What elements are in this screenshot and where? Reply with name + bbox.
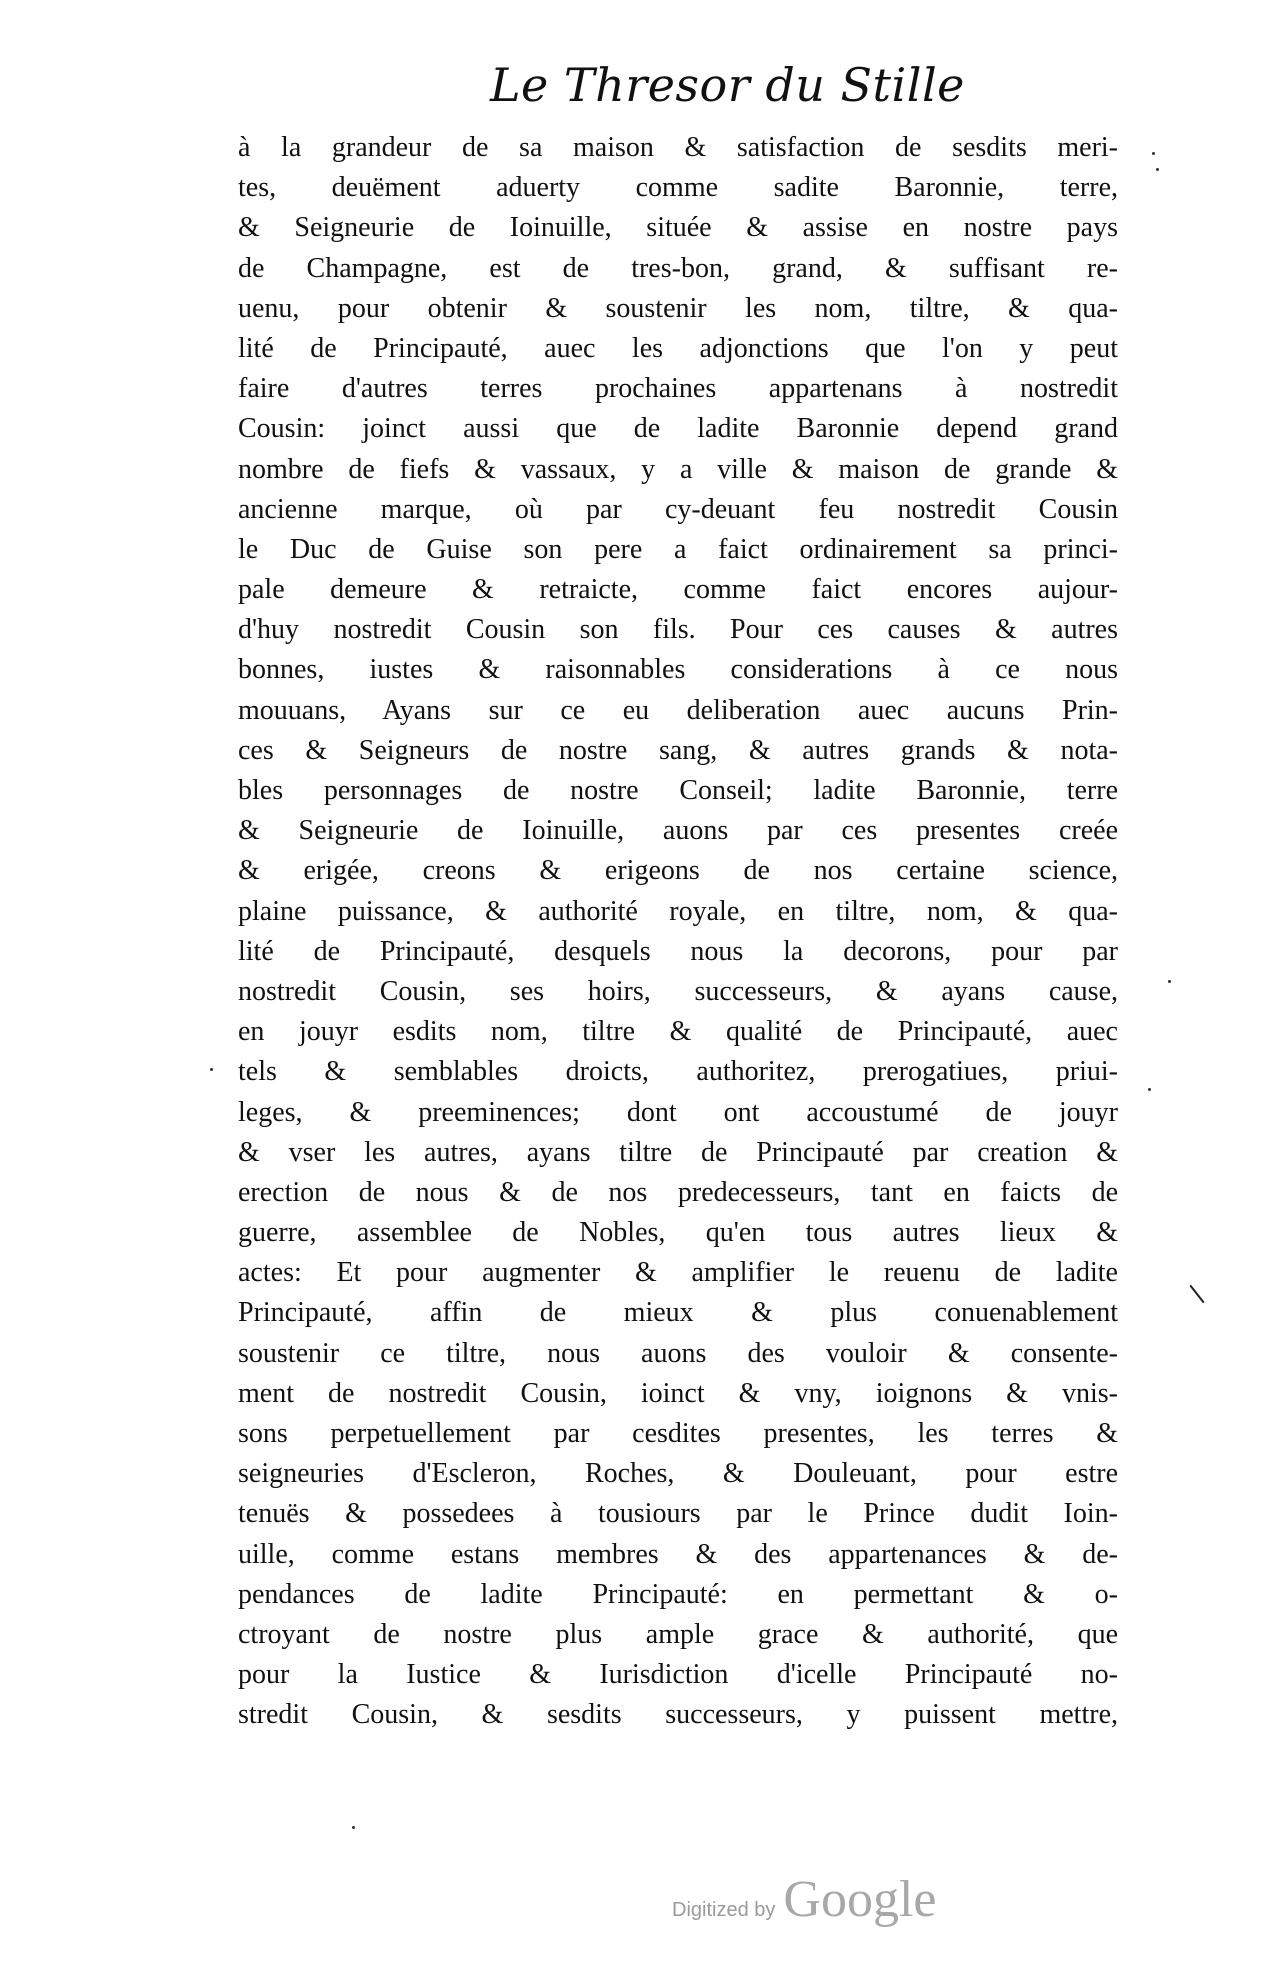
ink-speck bbox=[1156, 168, 1159, 171]
text-line: le Duc de Guise son pere a faict ordinairement sa princi- bbox=[238, 533, 1118, 565]
text-line: lité de Principauté, desquels nous la decorons, pour par bbox=[238, 935, 1118, 967]
text-line: bonnes, iustes & raisonnables considerations à ce nous bbox=[238, 654, 1118, 686]
text-line: & vser les autres, ayans tiltre de Principauté par creation & bbox=[238, 1136, 1118, 1168]
text-line: de Champagne, est de tres-bon, grand, & suffisant re- bbox=[238, 252, 1118, 284]
text-line: mouuans, Ayans sur ce eu deliberation auec aucuns Prin- bbox=[238, 694, 1118, 726]
text-line: nombre de fiefs & vassaux, y a ville & maison de grande & bbox=[238, 453, 1118, 485]
ink-speck bbox=[352, 1826, 355, 1829]
text-line: Principauté, affin de mieux & plus conuenablement bbox=[238, 1297, 1118, 1329]
running-head: Le Thresor du Stille bbox=[490, 58, 965, 112]
ink-speck bbox=[1148, 1088, 1151, 1091]
text-line: à la grandeur de sa maison & satisfaction de sesdits meri- bbox=[238, 132, 1118, 163]
text-line: ancienne marque, où par cy-deuant feu nostredit Cousin bbox=[238, 493, 1118, 525]
text-line: tels & semblables droicts, authoritez, prerogatiues, priui- bbox=[238, 1056, 1118, 1088]
text-line: pendances de ladite Principauté: en permettant & o- bbox=[238, 1578, 1118, 1610]
text-line: ment de nostredit Cousin, ioinct & vny, ioignons & vnis- bbox=[238, 1377, 1118, 1409]
google-logo: Google bbox=[783, 1871, 937, 1928]
text-line: tes, deuëment aduerty comme sadite Baronnie, terre, bbox=[238, 172, 1118, 204]
text-line: plaine puissance, & authorité royale, en tiltre, nom, & qua- bbox=[238, 895, 1118, 927]
text-line: bles personnages de nostre Conseil; ladite Baronnie, terre bbox=[238, 775, 1118, 806]
text-line: sons perpetuellement par cesdites presentes, les terres & bbox=[238, 1418, 1118, 1449]
text-line: & erigée, creons & erigeons de nos certaine science, bbox=[238, 855, 1118, 887]
text-line: actes: Et pour augmenter & amplifier le reuenu de ladite bbox=[238, 1257, 1118, 1289]
text-line: pale demeure & retraicte, comme faict encores aujour- bbox=[238, 574, 1118, 606]
text-line: ces & Seigneurs de nostre sang, & autres grands & nota- bbox=[238, 734, 1118, 766]
text-line: d'huy nostredit Cousin son fils. Pour ces causes & autres bbox=[238, 614, 1118, 646]
text-line: Cousin: joinct aussi que de ladite Baronnie depend grand bbox=[238, 413, 1118, 445]
ink-speck bbox=[1168, 980, 1171, 983]
ink-speck bbox=[210, 1068, 213, 1071]
text-line: lité de Principauté, auec les adjonctions que l'on y peut bbox=[238, 332, 1118, 364]
text-line: stredit Cousin, & sesdits successeurs, y puissent mettre, bbox=[238, 1699, 1118, 1731]
text-line: uenu, pour obtenir & soustenir les nom, tiltre, & qua- bbox=[238, 292, 1118, 324]
text-line: & Seigneurie de Ioinuille, située & assise en nostre pays bbox=[238, 212, 1118, 244]
text-line: leges, & preeminences; dont ont accoustumé de jouyr bbox=[238, 1096, 1118, 1128]
text-line: nostredit Cousin, ses hoirs, successeurs, & ayans cause, bbox=[238, 975, 1118, 1007]
text-line: ctroyant de nostre plus ample grace & authorité, que bbox=[238, 1618, 1118, 1650]
text-line: guerre, assemblee de Nobles, qu'en tous autres lieux & bbox=[238, 1217, 1118, 1249]
digitized-watermark bbox=[672, 1870, 936, 1929]
margin-mark bbox=[1189, 1285, 1204, 1304]
text-line: uille, comme estans membres & des appartenances & de- bbox=[238, 1538, 1118, 1570]
text-line: soustenir ce tiltre, nous auons des vouloir & consente- bbox=[238, 1337, 1118, 1369]
digitized-label: Digitized by bbox=[672, 1899, 776, 1921]
text-line: erection de nous & de nos predecesseurs, tant en faicts de bbox=[238, 1176, 1118, 1208]
text-line: en jouyr esdits nom, tiltre & qualité de Principauté, auec bbox=[238, 1016, 1118, 1048]
text-line: faire d'autres terres prochaines appartenans à nostredit bbox=[238, 373, 1118, 405]
ink-speck bbox=[1152, 152, 1155, 155]
text-line: & Seigneurie de Ioinuille, auons par ces presentes creée bbox=[238, 815, 1118, 847]
text-line: tenuës & possedees à tousiours par le Prince dudit Ioin- bbox=[238, 1498, 1118, 1530]
text-line: pour la Iustice & Iurisdiction d'icelle Principauté no- bbox=[238, 1659, 1118, 1691]
text-line: seigneuries d'Escleron, Roches, & Douleuant, pour estre bbox=[238, 1458, 1118, 1490]
body-text bbox=[238, 128, 1118, 1736]
